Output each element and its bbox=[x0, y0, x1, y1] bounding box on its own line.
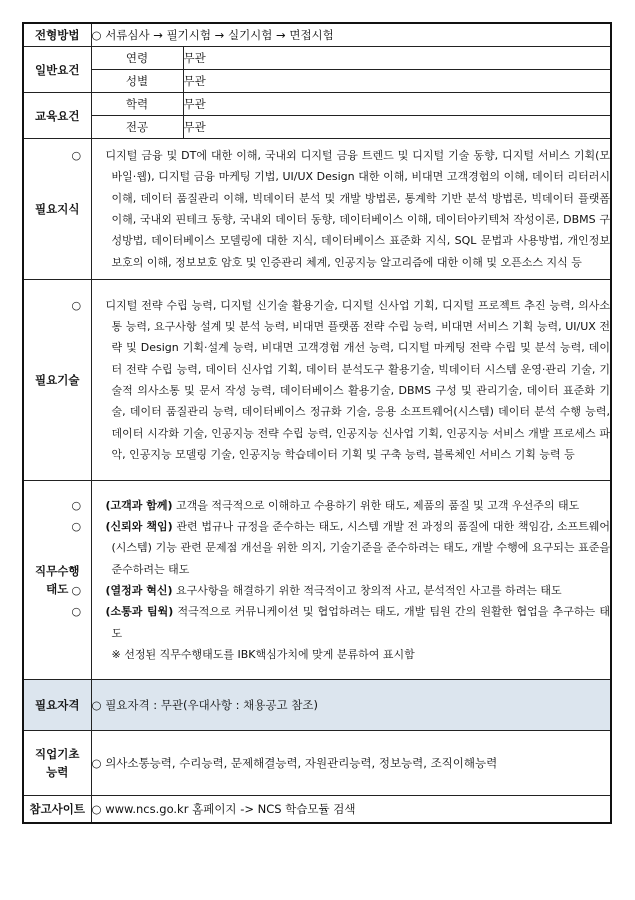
education-row-major bbox=[23, 116, 611, 139]
attitude-item bbox=[71, 516, 611, 580]
attitude-bullet: ○ bbox=[71, 584, 82, 597]
general-age-value: 무관 bbox=[183, 47, 611, 70]
process-value: ○ 서류심사 → 필기시험 → 실기시험 → 면접시험 bbox=[91, 23, 611, 47]
skills-row bbox=[23, 280, 611, 481]
knowledge-head: 필요지식 bbox=[23, 139, 91, 280]
process-head: 전형방법 bbox=[23, 23, 91, 47]
skills-body: 디지털 전략 수립 능력, 디지털 신기술 활용기술, 디지털 신사업 기획, 디지털 프로젝트 추진 능력, 의사소통 능력, 요구사항 설계 및 분석 능력, 비대면 플랫폼 전략 수립 능력, 비대면 서비스 기획 능력, UI/UX 전략 및 Design 기획·설계 능력, 비대면 고객경험 개선 능력, 디지털 마케팅 전략 수립 및 분석 능력, 데이터 전략 수립 능력, 데이터 신사업 기획, 데이터 분석도구 활용기술, 빅데이터 시스템 운영·관리 기술, 기술적 의사소통 및 문서 작성 능력, 데이터베이스 활용기술, DBMS 구성 및 관리기술, 데이터 표준화 기술, 데이터 품질관리 능력, 데이터베이스 정규화 기술, 응용 소프트웨어(시스템) 데이터 분석 수행 능력, 데이터 시각화 기술, 인공지능 전략 수립 능력, 인공지능 신사업 기획, 인공지능 서비스 개발 프로세스 파악, 인공지능 모델링 기술, 인공지능 학습데이터 기획 및 구축 능력, 블록체인 서비스 기획 능력 등 bbox=[105, 298, 610, 461]
attitude-item-title: (소통과 팀웍) bbox=[105, 605, 174, 619]
attitude-item bbox=[71, 601, 611, 644]
attitude-bullet: ○ bbox=[71, 520, 82, 534]
attitude-head-line2: 태도 bbox=[46, 582, 69, 596]
attitude-item-body: 요구사항을 해결하기 위한 적극적이고 창의적 사고, 분석적인 사고를 하려는 태도 bbox=[176, 584, 562, 597]
qualification-row bbox=[23, 680, 611, 731]
education-degree-value: 무관 bbox=[183, 93, 611, 116]
attitude-item-title: (열정과 혁신) bbox=[105, 584, 173, 597]
general-head: 일반요건 bbox=[23, 47, 91, 93]
reference-head: 참고사이트 bbox=[23, 796, 91, 824]
attitude-item bbox=[71, 495, 611, 516]
basic-value: ○ 의사소통능력, 수리능력, 문제해결능력, 자원관리능력, 정보능력, 조직이해능력 bbox=[91, 731, 611, 796]
education-head: 교육요건 bbox=[23, 93, 91, 139]
job-description-table bbox=[22, 22, 612, 824]
education-major-label: 전공 bbox=[91, 116, 183, 139]
education-row-degree bbox=[23, 93, 611, 116]
skills-text bbox=[71, 280, 611, 481]
education-degree-label: 학력 bbox=[91, 93, 183, 116]
general-gender-label: 성별 bbox=[91, 70, 183, 93]
attitude-item-body: 고객을 적극적으로 이해하고 수용하기 위한 태도, 제품의 품질 및 고객 우선주의 태도 bbox=[176, 498, 580, 512]
education-major-value: 무관 bbox=[183, 116, 611, 139]
reference-row bbox=[23, 796, 611, 824]
knowledge-text bbox=[71, 139, 611, 280]
qualification-head: 필요자격 bbox=[23, 680, 91, 731]
attitude-bullet: ○ bbox=[71, 605, 82, 619]
reference-value: ○ www.ncs.go.kr 홈페이지 -> NCS 학습모듈 검색 bbox=[91, 796, 611, 824]
attitude-item-body: 적극적으로 커뮤니케이션 및 협업하려는 태도, 개발 팀원 간의 원활한 협업을 추구하는 태도 bbox=[111, 605, 611, 640]
basic-head-line2: 능력 bbox=[46, 765, 69, 779]
attitude-note: ※ 선정된 직무수행태도를 IBK핵심가치에 맞게 분류하여 표시함 bbox=[111, 647, 415, 661]
attitude-text bbox=[71, 481, 611, 680]
basic-head bbox=[23, 731, 91, 796]
attitude-item-title: (고객과 함께) bbox=[105, 498, 173, 512]
skills-head: 필요기술 bbox=[23, 280, 91, 481]
attitude-item-body: 관련 법규나 규정을 준수하는 태도, 시스템 개발 전 과정의 품질에 대한 책임감, 소프트웨어(시스템) 기능 관련 문제점 개선을 위한 의지, 기술기준을 준수하려는 태도, 개발 수행에 요구되는 표준을 준수하려는 태도 bbox=[111, 520, 611, 576]
general-gender-value: 무관 bbox=[183, 70, 611, 93]
general-row-age bbox=[23, 47, 611, 70]
attitude-head-line1: 직무수행 bbox=[35, 564, 80, 578]
basic-head-line1: 직업기초 bbox=[35, 747, 80, 761]
attitude-row bbox=[23, 481, 611, 680]
general-row-gender bbox=[23, 70, 611, 93]
basic-row bbox=[23, 731, 611, 796]
skills-bullet: ○ bbox=[71, 298, 82, 312]
process-row bbox=[23, 23, 611, 47]
knowledge-row bbox=[23, 139, 611, 280]
knowledge-body: 디지털 금융 및 DT에 대한 이해, 국내외 디지털 금융 트렌드 및 디지털 기술 동향, 디지털 서비스 기획(모바일·웹), 디지털 금융 마케팅 기법, UI/UX Design 대한 이해, 비대면 고객경험의 이해, 데이터 리터러시 이해, 데이터 품질관리 이해, 빅데이터 분석 및 개발 방법론, 통계학 기반 분석 방법론, 빅데이터 플랫폼 이해, 국내외 핀테크 동향, 국내외 데이터 동향, 데이터베이스 이해, 데이터아키텍처 작성이론, DBMS 구성방법, 데이터베이스 모델링에 대한 지식, 데이터베이스 표준화 지식, SQL 문법과 사용방법, 개인정보보호의 이해, 정보보호 암호 및 인증관리 체계, 인공지능 알고리즘에 대한 이해 및 오픈소스 지식 등 bbox=[105, 149, 610, 269]
attitude-item-title: (신뢰와 책임) bbox=[105, 520, 173, 534]
attitude-item bbox=[71, 580, 611, 601]
general-age-label: 연령 bbox=[91, 47, 183, 70]
knowledge-bullet: ○ bbox=[71, 149, 82, 163]
attitude-bullet: ○ bbox=[71, 498, 82, 512]
qualification-value: ○ 필요자격 : 무관(우대사항 : 채용공고 참조) bbox=[91, 680, 611, 731]
